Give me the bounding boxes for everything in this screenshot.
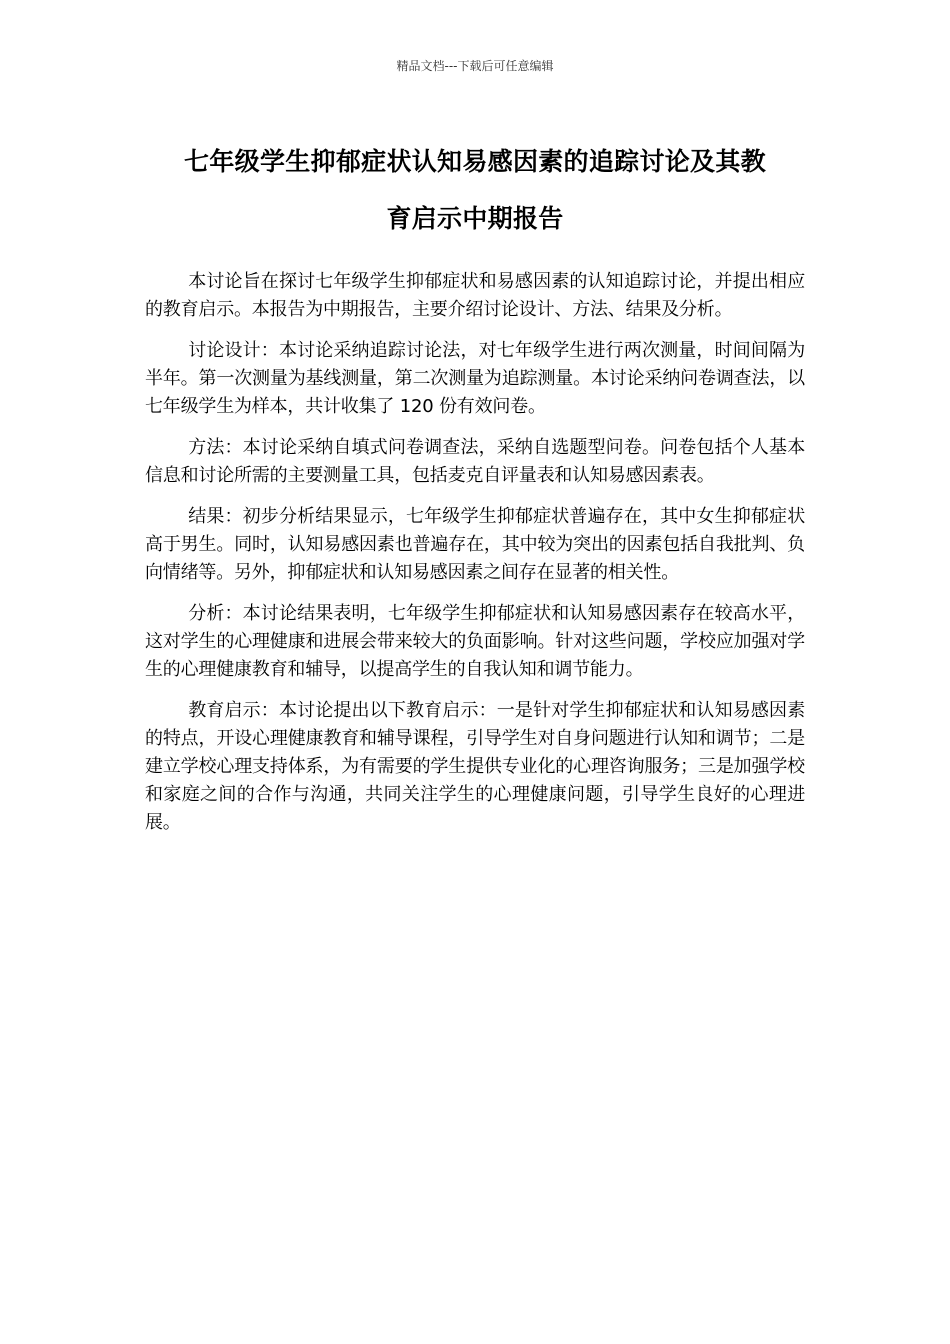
paragraph-method: 方法：本讨论采纳自填式问卷调查法，采纳自选题型问卷。问卷包括个人基本信息和讨论所需的主要测量工具，包括麦克自评量表和认知易感因素表。 bbox=[145, 437, 805, 486]
paragraph-design: 讨论设计：本讨论采纳追踪讨论法，对七年级学生进行两次测量，时间间隔为半年。第一次测量为基线测量，第二次测量为追踪测量。本讨论采纳问卷调查法，以七年级学生为样本，共计收集了 120 份有效问卷。 bbox=[145, 340, 805, 417]
paragraph-results: 结果：初步分析结果显示，七年级学生抑郁症状普遍存在，其中女生抑郁症状高于男生。同时，认知易感因素也普遍存在，其中较为突出的因素包括自我批判、负向情绪等。另外，抑郁症状和认知易感因素之间存在显著的相关性。 bbox=[145, 506, 805, 583]
document-title bbox=[125, 133, 825, 247]
paragraph-analysis: 分析：本讨论结果表明，七年级学生抑郁症状和认知易感因素存在较高水平，这对学生的心理健康和进展会带来较大的负面影响。针对这些问题，学校应加强对学生的心理健康教育和辅导，以提高学生的自我认知和调节能力。 bbox=[145, 603, 805, 680]
paragraph-implications: 教育启示：本讨论提出以下教育启示：一是针对学生抑郁症状和认知易感因素的特点，开设心理健康教育和辅导课程，引导学生对自身问题进行认知和调节；二是建立学校心理支持体系，为有需要的学生提供专业化的心理咨询服务；三是加强学校和家庭之间的合作与沟通，共同关注学生的心理健康问题，引导学生良好的心理进展。 bbox=[145, 700, 805, 833]
document-body bbox=[145, 268, 805, 850]
header-note: 精品文档---下载后可任意编辑 bbox=[396, 59, 554, 73]
title-line-1: 七年级学生抑郁症状认知易感因素的追踪讨论及其教 bbox=[184, 147, 766, 176]
title-line-2: 育启示中期报告 bbox=[386, 204, 564, 233]
paragraph-intro: 本讨论旨在探讨七年级学生抑郁症状和易感因素的认知追踪讨论，并提出相应的教育启示。本报告为中期报告，主要介绍讨论设计、方法、结果及分析。 bbox=[145, 271, 805, 320]
